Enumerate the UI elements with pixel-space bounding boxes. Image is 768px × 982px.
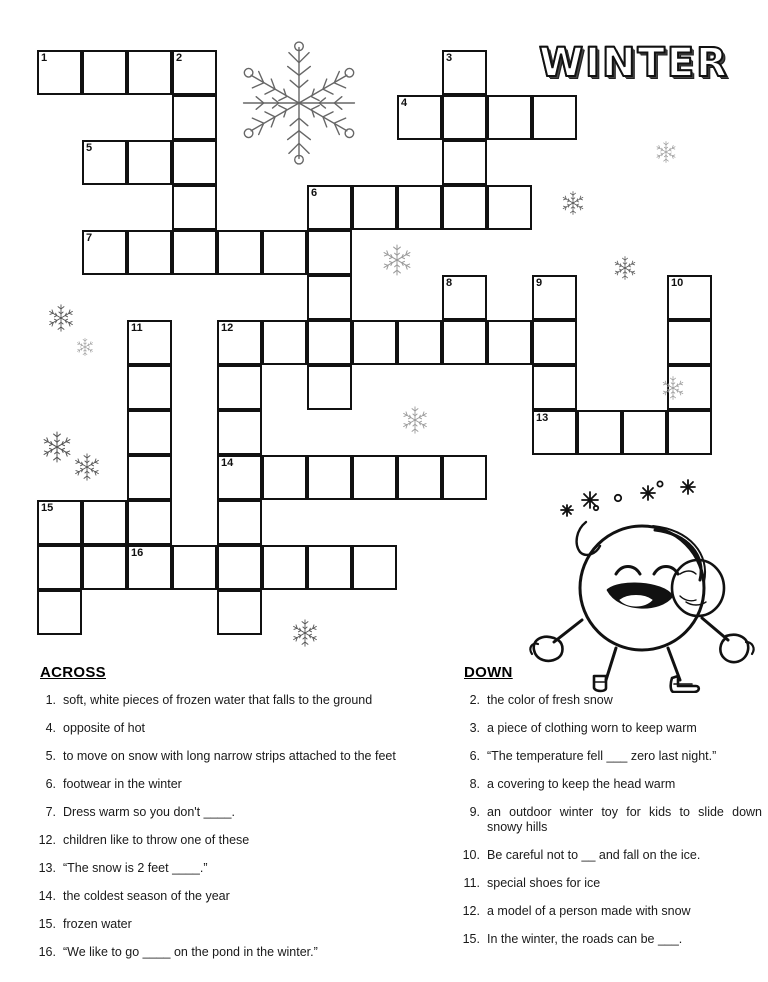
grid-cell-start-1[interactable] xyxy=(37,50,82,95)
grid-cell[interactable] xyxy=(172,140,217,185)
grid-cell-start-8[interactable] xyxy=(442,275,487,320)
cell-number: 4 xyxy=(401,97,408,109)
clue-text: frozen water xyxy=(63,917,132,931)
clue-number: 13. xyxy=(38,861,56,875)
grid-cell[interactable] xyxy=(397,455,442,500)
clue-number: 9. xyxy=(469,805,480,819)
clue-item xyxy=(28,861,428,876)
clue-item xyxy=(28,945,428,960)
grid-cell[interactable] xyxy=(172,95,217,140)
grid-cell[interactable] xyxy=(127,410,172,455)
page-title: WINTER xyxy=(539,40,729,86)
clue-number: 1. xyxy=(45,693,56,707)
clue-number: 6. xyxy=(469,749,480,763)
grid-cell[interactable] xyxy=(37,545,82,590)
grid-cell[interactable] xyxy=(442,320,487,365)
clue-item xyxy=(452,848,762,863)
clue-text: “The snow is 2 feet ____.” xyxy=(63,861,208,875)
grid-cell-start-16[interactable] xyxy=(127,545,172,590)
grid-cell[interactable] xyxy=(127,500,172,545)
grid-cell-start-5[interactable] xyxy=(82,140,127,185)
grid-cell-start-11[interactable] xyxy=(127,320,172,365)
clue-number: 10. xyxy=(462,848,480,862)
cell-number: 7 xyxy=(86,232,93,244)
clue-number: 3. xyxy=(469,721,480,735)
clue-text: opposite of hot xyxy=(63,721,146,735)
cell-number: 8 xyxy=(446,277,453,289)
grid-cell[interactable] xyxy=(172,230,217,275)
clue-text: to move on snow with long narrow strips attached to the feet xyxy=(63,749,396,763)
grid-cell[interactable] xyxy=(442,455,487,500)
clue-text: “The temperature fell ___ zero last night.” xyxy=(487,749,717,763)
cell-number: 5 xyxy=(86,142,93,154)
grid-cell[interactable] xyxy=(217,365,262,410)
clue-text: special shoes for ice xyxy=(487,876,601,890)
grid-cell[interactable] xyxy=(532,320,577,365)
clue-text: soft, white pieces of frozen water that falls to the ground xyxy=(63,693,373,707)
clue-text: the coldest season of the year xyxy=(63,889,230,903)
clue-number: 12. xyxy=(38,833,56,847)
clue-text: the color of fresh snow xyxy=(487,693,613,707)
grid-cell[interactable] xyxy=(262,230,307,275)
grid-cell[interactable] xyxy=(442,185,487,230)
clue-text: a model of a person made with snow xyxy=(487,904,691,918)
clue-number: 4. xyxy=(45,721,56,735)
clue-item xyxy=(28,693,428,708)
clue-number: 5. xyxy=(45,749,56,763)
cell-number: 1 xyxy=(41,52,48,64)
grid-cell[interactable] xyxy=(217,545,262,590)
clue-item xyxy=(28,721,428,736)
cell-number: 6 xyxy=(311,187,318,199)
grid-cell[interactable] xyxy=(127,140,172,185)
grid-cell[interactable] xyxy=(307,230,352,275)
clue-item xyxy=(452,876,762,891)
clue-item xyxy=(28,917,428,932)
grid-cell[interactable] xyxy=(487,95,532,140)
grid-cell[interactable] xyxy=(172,185,217,230)
clue-number: 16. xyxy=(38,945,56,959)
grid-cell-start-2[interactable] xyxy=(172,50,217,95)
grid-cell[interactable] xyxy=(352,455,397,500)
clue-text: children like to throw one of these xyxy=(63,833,250,847)
clue-text: a covering to keep the head warm xyxy=(487,777,676,791)
grid-cell[interactable] xyxy=(442,95,487,140)
cell-number: 15 xyxy=(41,502,54,514)
grid-cell[interactable] xyxy=(127,50,172,95)
clue-number: 12. xyxy=(462,904,480,918)
grid-cell[interactable] xyxy=(532,365,577,410)
down-clue-list xyxy=(452,693,762,947)
clue-number: 8. xyxy=(469,777,480,791)
clue-item xyxy=(452,932,762,947)
grid-cell[interactable] xyxy=(487,320,532,365)
grid-cell[interactable] xyxy=(307,320,352,365)
cell-number: 9 xyxy=(536,277,543,289)
clue-text: footwear in the winter xyxy=(63,777,182,791)
grid-cell[interactable] xyxy=(37,590,82,635)
grid-cell[interactable] xyxy=(217,590,262,635)
grid-cell-start-14[interactable] xyxy=(217,455,262,500)
down-heading: DOWN xyxy=(464,664,513,681)
grid-cell-start-10[interactable] xyxy=(667,275,712,320)
clue-text: In the winter, the roads can be ___. xyxy=(487,932,683,946)
clue-item xyxy=(452,721,762,736)
clue-number: 15. xyxy=(38,917,56,931)
grid-cell[interactable] xyxy=(532,95,577,140)
clue-text: Dress warm so you don't ____. xyxy=(63,805,235,819)
clue-item xyxy=(452,749,762,764)
clue-item xyxy=(452,805,762,835)
cell-number: 13 xyxy=(536,412,549,424)
clue-item xyxy=(28,889,428,904)
grid-cell-start-13[interactable] xyxy=(532,410,577,455)
clue-item xyxy=(452,693,762,708)
clue-number: 2. xyxy=(469,693,480,707)
grid-cell[interactable] xyxy=(82,545,127,590)
clue-number: 6. xyxy=(45,777,56,791)
cell-number: 10 xyxy=(671,277,684,289)
cell-number: 3 xyxy=(446,52,453,64)
grid-cell-start-9[interactable] xyxy=(532,275,577,320)
grid-cell[interactable] xyxy=(262,320,307,365)
grid-cell[interactable] xyxy=(397,320,442,365)
grid-cell[interactable] xyxy=(622,410,667,455)
grid-cell[interactable] xyxy=(127,230,172,275)
clue-item xyxy=(452,777,762,792)
grid-cell[interactable] xyxy=(487,185,532,230)
grid-cell[interactable] xyxy=(217,410,262,455)
grid-cell-start-6[interactable] xyxy=(307,185,352,230)
clue-number: 7. xyxy=(45,805,56,819)
grid-cell[interactable] xyxy=(352,185,397,230)
across-clue-list xyxy=(28,693,428,960)
cell-number: 11 xyxy=(131,322,143,334)
cell-number: 2 xyxy=(176,52,183,64)
grid-cell[interactable] xyxy=(307,365,352,410)
clue-text: “We like to go ____ on the pond in the winter.” xyxy=(63,945,318,959)
grid-cell[interactable] xyxy=(667,320,712,365)
clue-item xyxy=(28,749,428,764)
clue-number: 15. xyxy=(462,932,480,946)
grid-cell[interactable] xyxy=(352,545,397,590)
across-heading: ACROSS xyxy=(40,664,106,681)
grid-cell[interactable] xyxy=(172,545,217,590)
grid-cell[interactable] xyxy=(442,140,487,185)
grid-cell[interactable] xyxy=(307,545,352,590)
across-column xyxy=(28,664,428,973)
clue-section xyxy=(0,664,768,982)
clue-item xyxy=(28,833,428,848)
clue-item xyxy=(28,805,428,820)
grid-cell[interactable] xyxy=(667,410,712,455)
clue-text: an outdoor winter toy for kids to slide down snowy hills xyxy=(487,805,762,834)
grid-cell-start-7[interactable] xyxy=(82,230,127,275)
grid-cell[interactable] xyxy=(307,275,352,320)
grid-cell[interactable] xyxy=(262,545,307,590)
clue-item xyxy=(28,777,428,792)
grid-cell[interactable] xyxy=(352,320,397,365)
grid-cell-start-15[interactable] xyxy=(37,500,82,545)
grid-cell-start-4[interactable] xyxy=(397,95,442,140)
down-column xyxy=(452,664,762,960)
grid-cell[interactable] xyxy=(577,410,622,455)
grid-cell[interactable] xyxy=(307,455,352,500)
grid-cell[interactable] xyxy=(217,230,262,275)
clue-item xyxy=(452,904,762,919)
grid-cell-start-3[interactable] xyxy=(442,50,487,95)
grid-cell[interactable] xyxy=(397,185,442,230)
grid-cell[interactable] xyxy=(127,455,172,500)
cell-number: 14 xyxy=(221,457,234,469)
grid-cell[interactable] xyxy=(82,500,127,545)
grid-cell[interactable] xyxy=(82,50,127,95)
grid-cell[interactable] xyxy=(217,500,262,545)
clue-number: 11. xyxy=(463,876,480,890)
grid-cell[interactable] xyxy=(262,455,307,500)
grid-cell[interactable] xyxy=(667,365,712,410)
grid-cell[interactable] xyxy=(127,365,172,410)
grid-cell-start-12[interactable] xyxy=(217,320,262,365)
clue-text: a piece of clothing worn to keep warm xyxy=(487,721,697,735)
clue-number: 14. xyxy=(38,889,56,903)
clue-text: Be careful not to __ and fall on the ice. xyxy=(487,848,701,862)
cell-number: 16 xyxy=(131,547,144,559)
cell-number: 12 xyxy=(221,322,234,334)
